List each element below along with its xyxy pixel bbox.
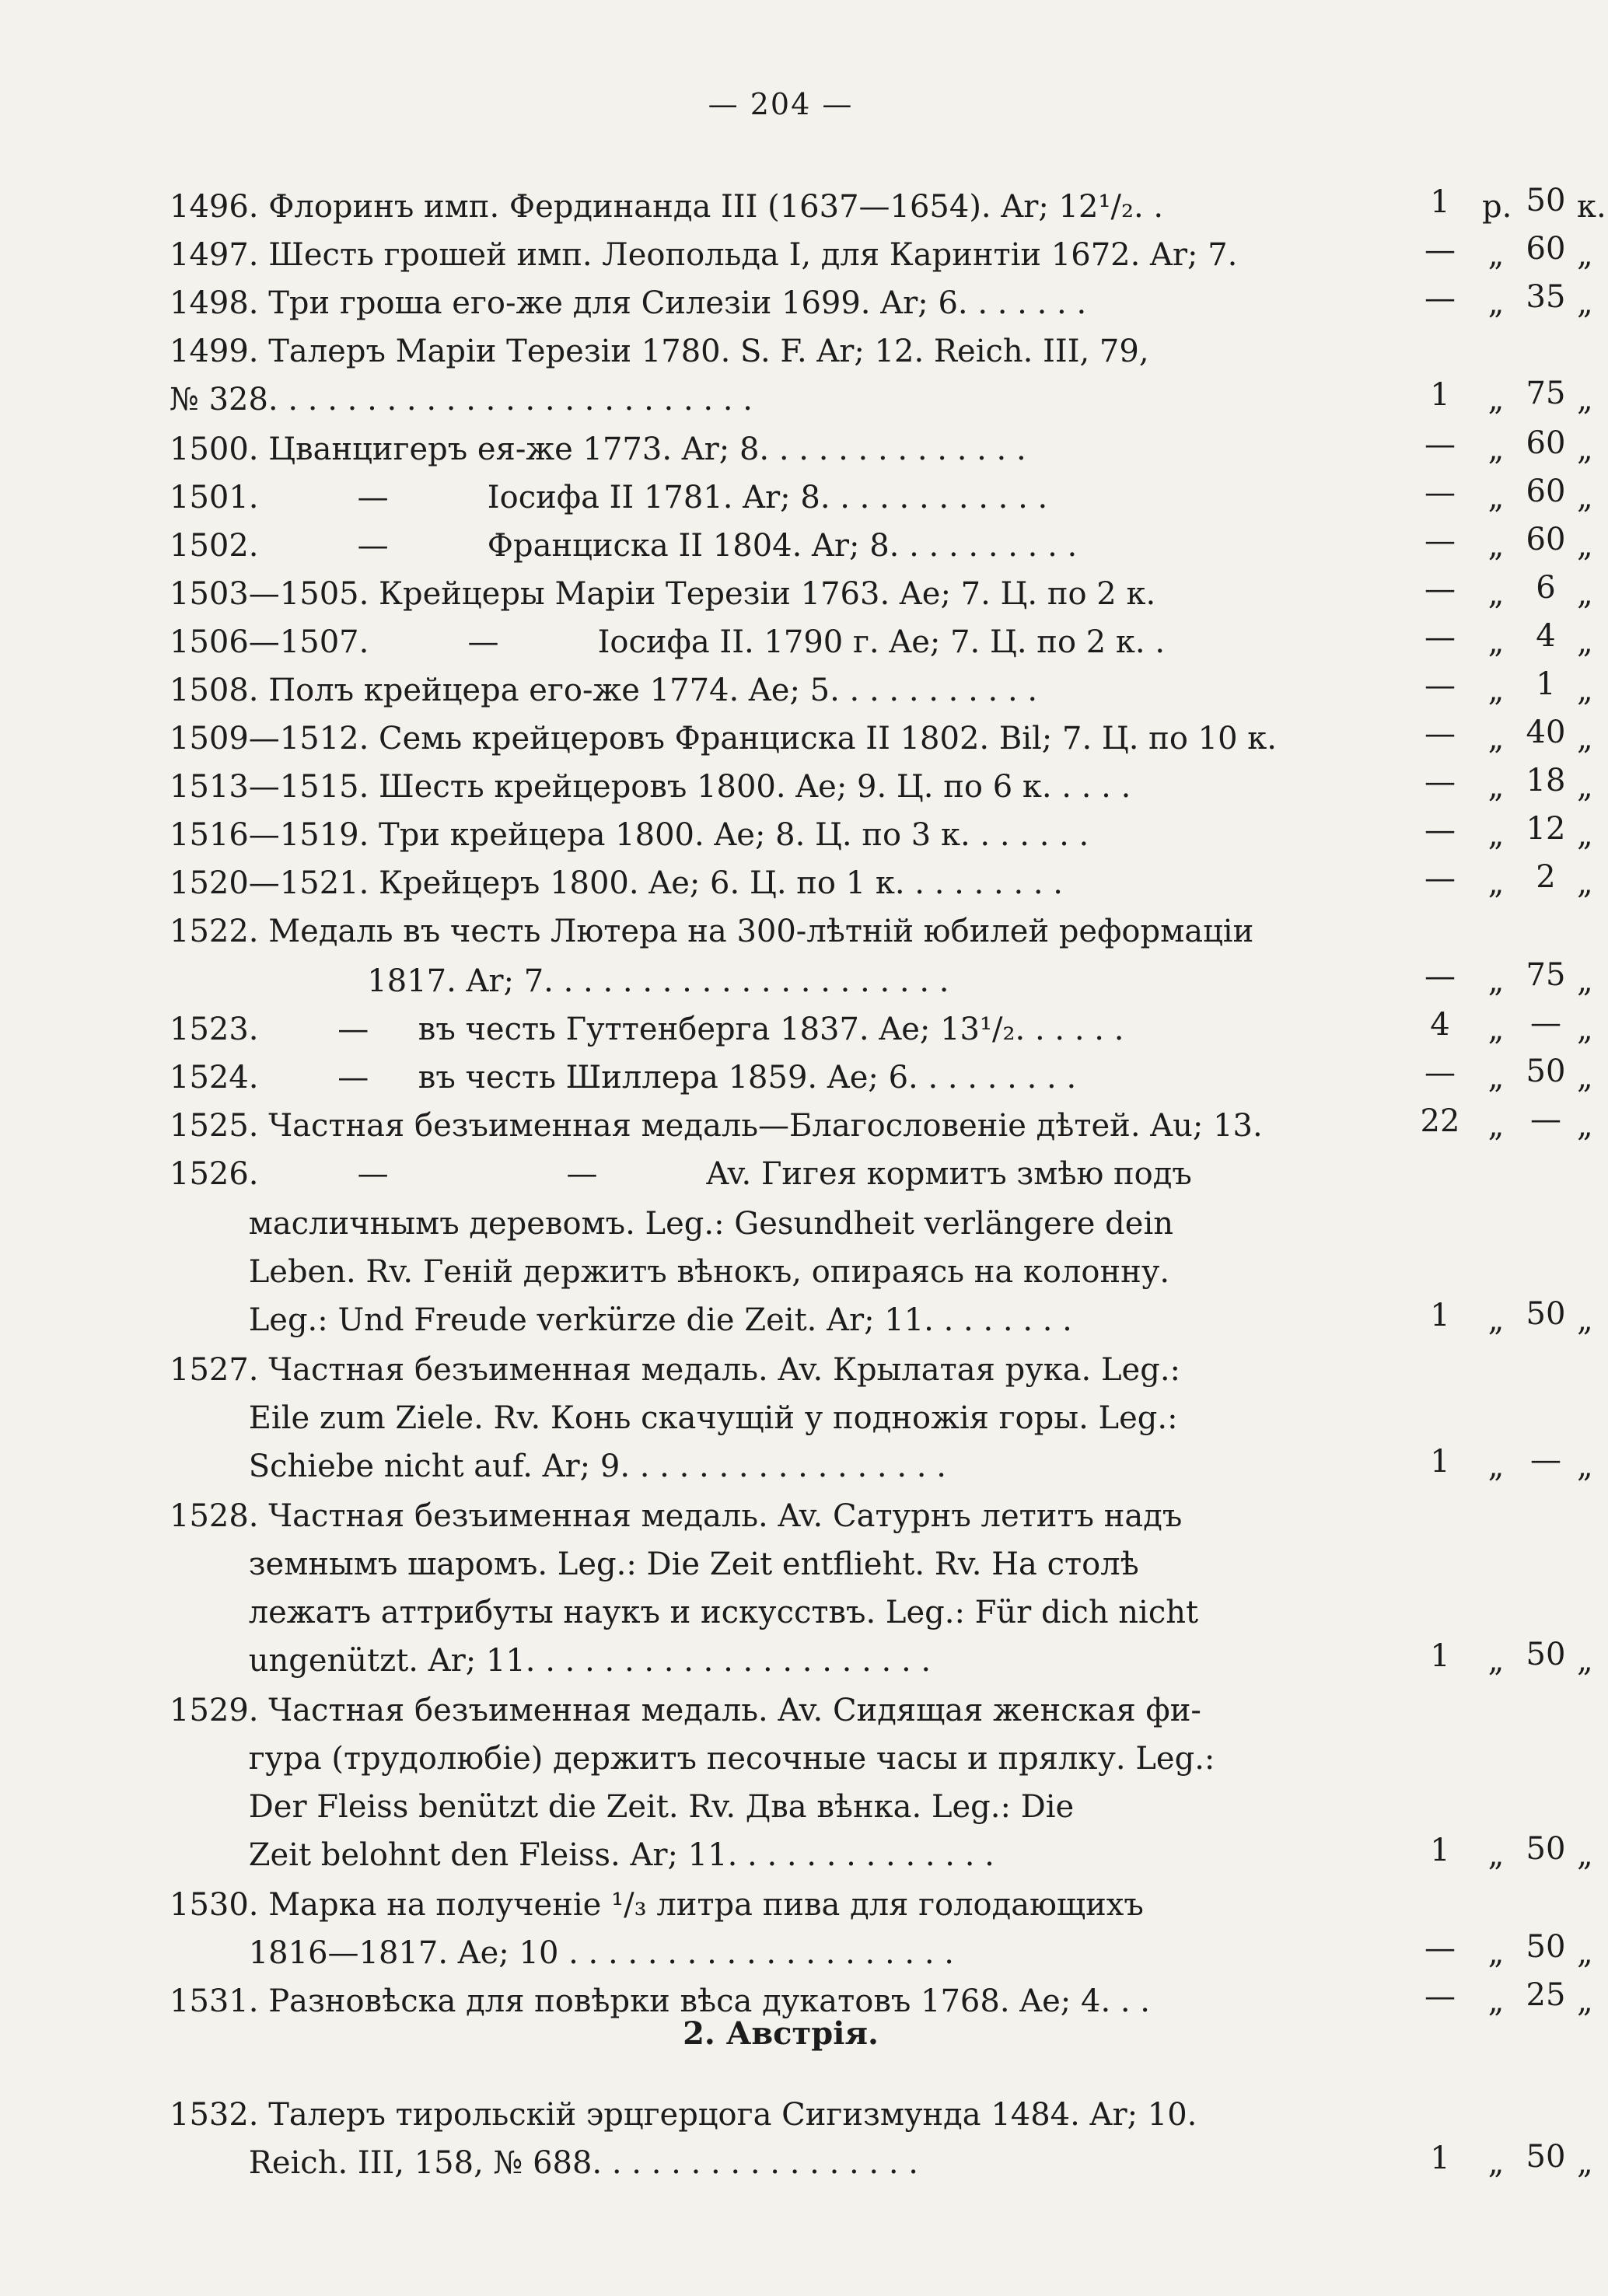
- price-kopecks: 60: [1526, 474, 1566, 509]
- price-separator: „: [1487, 432, 1505, 467]
- entry-text: Zeit belohnt den Fleiss. Ar; 11. . . . . . . . . . . . . .: [170, 1837, 995, 1873]
- price-kopecks: 40: [1526, 715, 1566, 750]
- price-kopecks: 50: [1526, 2139, 1566, 2175]
- entry-text: 1500. Цванцигеръ ея-же 1773. Ar; 8. . . . . . . . . . . . . .: [170, 432, 1026, 467]
- price-kopecks: 50: [1526, 1054, 1566, 1089]
- entry-text: Reich. III, 158, № 688. . . . . . . . . . . . . . . . .: [170, 2145, 919, 2181]
- catalog-line: [170, 183, 1606, 230]
- entry-text: 1527. Частная безъименная медаль. Av. Крылатая рука. Leg.:: [170, 1352, 1181, 1388]
- catalog-line: [170, 1054, 1593, 1101]
- price-suffix: „: [1577, 673, 1593, 708]
- price-suffix: „: [1577, 1012, 1593, 1047]
- price-kopecks: 50: [1526, 1929, 1566, 1965]
- price-separator: „: [1487, 1012, 1505, 1047]
- price-separator: „: [1487, 673, 1505, 708]
- price-suffix: „: [1577, 1108, 1593, 1144]
- price-suffix: „: [1577, 382, 1593, 418]
- catalog-line: [170, 376, 1593, 423]
- price-suffix: „: [1577, 480, 1593, 515]
- price-suffix: „: [1577, 1643, 1593, 1679]
- price-rubles: —: [1424, 232, 1456, 268]
- catalog-line: [170, 1882, 1437, 1928]
- catalog-line: [170, 328, 1437, 375]
- price-rubles: —: [1424, 281, 1456, 316]
- price-rubles: —: [1424, 959, 1456, 994]
- price-separator: „: [1487, 1302, 1505, 1338]
- price-separator: „: [1487, 624, 1505, 660]
- price-separator: „: [1487, 237, 1505, 273]
- price-kopecks: —: [1530, 1005, 1561, 1041]
- catalog-line: [170, 2139, 1593, 2186]
- entry-text: ungenützt. Ar; 11. . . . . . . . . . . . . . . . . . . . .: [170, 1643, 932, 1679]
- catalog-line: [170, 715, 1593, 762]
- price-separator: „: [1487, 1060, 1505, 1096]
- catalog-line: [170, 1929, 1593, 1976]
- price-separator: „: [1487, 1449, 1505, 1484]
- catalog-line: [170, 618, 1593, 666]
- price-separator: „: [1487, 817, 1505, 853]
- catalog-line: [170, 1249, 1437, 1295]
- entry-text: 1509—1512. Семь крейцеровъ Франциска II 1802. Bil; 7. Ц. по 10 к.: [170, 721, 1277, 757]
- price-rubles: —: [1424, 427, 1456, 463]
- catalog-line: [170, 1541, 1437, 1588]
- price-separator: „: [1487, 382, 1505, 418]
- catalog-line: [170, 1296, 1593, 1344]
- entry-text: 1816—1817. Ae; 10 . . . . . . . . . . . . . . . . . . . .: [170, 1935, 954, 1971]
- price-suffix: „: [1577, 1302, 1593, 1338]
- catalog-line: [170, 1347, 1437, 1393]
- price-separator: „: [1487, 2145, 1505, 2181]
- price-suffix: „: [1577, 237, 1593, 273]
- catalog-line: [170, 231, 1593, 278]
- price-separator: „: [1487, 1983, 1505, 2019]
- price-kopecks: 35: [1526, 279, 1566, 315]
- catalog-line: [170, 474, 1593, 521]
- entry-text: 1513—1515. Шесть крейцеровъ 1800. Ae; 9. Ц. по 6 к. . . . .: [170, 769, 1131, 805]
- catalog-line: [170, 1784, 1437, 1830]
- entry-text: Leg.: Und Freude verkürze die Zeit. Ar; 11. . . . . . . .: [170, 1302, 1072, 1338]
- price-suffix: „: [1577, 2145, 1593, 2181]
- price-rubles: —: [1424, 571, 1456, 607]
- price-rubles: —: [1424, 861, 1456, 896]
- price-rubles: 4: [1430, 1007, 1450, 1043]
- price-suffix: „: [1577, 721, 1593, 757]
- price-suffix: „: [1577, 1837, 1593, 1873]
- entry-text: Eile zum Ziele. Rv. Конь скачущій у подножія горы. Leg.:: [170, 1400, 1178, 1436]
- entry-text: 1526. — — Av. Гигея кормитъ змѣю подъ: [170, 1156, 1192, 1192]
- price-kopecks: —: [1530, 1102, 1561, 1138]
- catalog-line: [170, 1395, 1437, 1442]
- entry-text: 1531. Разновѣска для повѣрки вѣса дукатовъ 1768. Ae; 4. . .: [170, 1983, 1151, 2019]
- price-kopecks: 50: [1526, 1831, 1566, 1867]
- catalog-line: [170, 522, 1593, 569]
- price-rubles: 22: [1420, 1103, 1460, 1139]
- price-separator: р.: [1482, 189, 1512, 225]
- price-rubles: 1: [1430, 377, 1450, 413]
- price-kopecks: 60: [1526, 231, 1566, 267]
- catalog-line: [170, 1493, 1437, 1539]
- price-suffix: „: [1577, 769, 1593, 805]
- entry-text: 1524. — въ честь Шиллера 1859. Ae; 6. . . . . . . . .: [170, 1060, 1077, 1096]
- catalog-line: [170, 279, 1593, 327]
- price-separator: „: [1487, 769, 1505, 805]
- price-rubles: —: [1424, 620, 1456, 655]
- price-rubles: 1: [1430, 2140, 1450, 2176]
- catalog-line: [170, 957, 1593, 1005]
- entry-text: 1497. Шесть грошей имп. Леопольда I, для Каринтіи 1672. Ar; 7.: [170, 237, 1238, 273]
- page-number: — 204 —: [708, 87, 854, 121]
- catalog-line: [170, 1200, 1437, 1247]
- catalog-line: [170, 425, 1593, 473]
- catalog-line: [170, 1102, 1593, 1149]
- price-kopecks: 60: [1526, 522, 1566, 557]
- entry-text: лежатъ аттрибуты наукъ и искусствъ. Leg.: Für dich nicht: [170, 1595, 1199, 1630]
- catalog-line: [170, 1589, 1437, 1636]
- entry-text: 1530. Марка на полученіе ¹/₃ литра пива для голодающихъ: [170, 1887, 1144, 1923]
- section-heading: 2. Австрія.: [683, 2015, 879, 2052]
- price-kopecks: 6: [1536, 570, 1556, 606]
- price-separator: „: [1487, 963, 1505, 999]
- price-rubles: 1: [1430, 1298, 1450, 1333]
- price-separator: „: [1487, 1108, 1505, 1144]
- price-separator: „: [1487, 1837, 1505, 1873]
- price-rubles: 1: [1430, 1638, 1450, 1674]
- price-kopecks: 12: [1526, 811, 1566, 847]
- catalog-line: [170, 1005, 1593, 1053]
- entry-text: 1502. — Франциска II 1804. Ar; 8. . . . . . . . . .: [170, 528, 1078, 564]
- catalog-line: [170, 570, 1593, 617]
- entry-text: 1817. Ar; 7. . . . . . . . . . . . . . . . . . . . .: [170, 963, 949, 999]
- price-kopecks: 75: [1526, 957, 1566, 993]
- catalog-line: [170, 1735, 1437, 1782]
- price-separator: „: [1487, 576, 1505, 612]
- entry-text: 1503—1505. Крейцеры Маріи Терезіи 1763. Ae; 7. Ц. по 2 к.: [170, 576, 1156, 612]
- price-suffix: „: [1577, 817, 1593, 853]
- price-rubles: —: [1424, 813, 1456, 848]
- catalog-line: [170, 666, 1593, 714]
- entry-text: 1529. Частная безъименная медаль. Av. Сидящая женская фи-: [170, 1693, 1201, 1728]
- price-rubles: 1: [1430, 1444, 1450, 1480]
- price-kopecks: 75: [1526, 376, 1566, 411]
- price-suffix: „: [1577, 1935, 1593, 1971]
- catalog-line: [170, 908, 1437, 955]
- catalog-line: [170, 1151, 1437, 1197]
- entry-text: 1525. Частная безъименная медаль—Благословеніе дѣтей. Au; 13.: [170, 1108, 1263, 1144]
- price-kopecks: —: [1530, 1442, 1561, 1478]
- price-suffix: „: [1577, 1983, 1593, 2019]
- price-rubles: —: [1424, 1979, 1456, 2015]
- price-suffix: „: [1577, 1449, 1593, 1484]
- price-kopecks: 50: [1526, 183, 1566, 218]
- catalog-line: [170, 859, 1593, 907]
- price-rubles: —: [1424, 716, 1456, 752]
- price-kopecks: 60: [1526, 425, 1566, 461]
- catalog-line: [170, 1687, 1437, 1734]
- price-rubles: —: [1424, 523, 1456, 559]
- catalog-line: [170, 2092, 1437, 2138]
- price-separator: „: [1487, 1935, 1505, 1971]
- catalog-line: [170, 763, 1593, 810]
- price-suffix: к.: [1577, 189, 1606, 225]
- entry-text: 1508. Полъ крейцера его-же 1774. Ae; 5. . . . . . . . . . .: [170, 673, 1038, 708]
- price-separator: „: [1487, 480, 1505, 515]
- price-kopecks: 1: [1536, 666, 1556, 702]
- price-suffix: „: [1577, 432, 1593, 467]
- price-suffix: „: [1577, 963, 1593, 999]
- price-suffix: „: [1577, 1060, 1593, 1096]
- price-separator: „: [1487, 1643, 1505, 1679]
- entry-text: масличнымъ деревомъ. Leg.: Gesundheit verlängere dein: [170, 1206, 1173, 1242]
- entry-text: 1532. Талеръ тирольскій эрцгерцога Сигизмунда 1484. Ar; 10.: [170, 2097, 1197, 2133]
- price-suffix: „: [1577, 865, 1593, 901]
- entry-text: Leben. Rv. Геній держитъ вѣнокъ, опираясь на колонну.: [170, 1254, 1170, 1290]
- price-rubles: —: [1424, 668, 1456, 704]
- entry-text: 1499. Талеръ Маріи Терезіи 1780. S. F. Ar; 12. Reich. III, 79,: [170, 334, 1149, 369]
- price-separator: „: [1487, 285, 1505, 321]
- price-kopecks: 25: [1526, 1977, 1566, 2013]
- entry-text: 1523. — въ честь Гуттенберга 1837. Ae; 13¹/₂. . . . . .: [170, 1012, 1124, 1047]
- price-kopecks: 18: [1526, 763, 1566, 799]
- catalog-line: [170, 1442, 1593, 1490]
- price-kopecks: 2: [1536, 859, 1556, 895]
- price-rubles: —: [1424, 764, 1456, 800]
- entry-text: 1520—1521. Крейцеръ 1800. Ae; 6. Ц. по 1 к. . . . . . . . .: [170, 865, 1064, 901]
- price-rubles: —: [1424, 475, 1456, 511]
- catalog-line: [170, 811, 1593, 858]
- price-kopecks: 4: [1536, 618, 1556, 654]
- price-separator: „: [1487, 721, 1505, 757]
- entry-text: 1501. — Іосифа II 1781. Ar; 8. . . . . . . . . . . .: [170, 480, 1048, 515]
- entry-text: 1528. Частная безъименная медаль. Av. Сатурнъ летитъ надъ: [170, 1498, 1183, 1534]
- entry-text: гура (трудолюбіе) держитъ песочные часы и прялку. Leg.:: [170, 1741, 1215, 1777]
- price-suffix: „: [1577, 285, 1593, 321]
- catalog-line: [170, 1637, 1593, 1684]
- price-separator: „: [1487, 865, 1505, 901]
- price-rubles: 1: [1430, 1833, 1450, 1868]
- price-separator: „: [1487, 528, 1505, 564]
- entry-text: № 328. . . . . . . . . . . . . . . . . . . . . . . . .: [170, 382, 753, 418]
- entry-text: Schiebe nicht auf. Ar; 9. . . . . . . . . . . . . . . . .: [170, 1449, 946, 1484]
- entry-text: 1506—1507. — Іосифа II. 1790 г. Ae; 7. Ц. по 2 к. .: [170, 624, 1166, 660]
- entry-text: 1496. Флоринъ имп. Фердинанда III (1637—1654). Ar; 12¹/₂. .: [170, 189, 1164, 225]
- price-suffix: „: [1577, 576, 1593, 612]
- price-kopecks: 50: [1526, 1296, 1566, 1332]
- entry-text: Der Fleiss benützt die Zeit. Rv. Два вѣнка. Leg.: Die: [170, 1789, 1075, 1825]
- price-rubles: —: [1424, 1931, 1456, 1966]
- price-rubles: 1: [1430, 184, 1450, 220]
- catalog-line: [170, 1831, 1593, 1878]
- price-suffix: „: [1577, 528, 1593, 564]
- price-suffix: „: [1577, 624, 1593, 660]
- price-kopecks: 50: [1526, 1637, 1566, 1672]
- entry-text: 1522. Медаль въ честь Лютера на 300-лѣтній юбилей реформаціи: [170, 914, 1254, 949]
- price-rubles: —: [1424, 1055, 1456, 1091]
- entry-text: 1498. Три гроша его-же для Силезіи 1699. Ar; 6. . . . . . .: [170, 285, 1087, 321]
- entry-text: 1516—1519. Три крейцера 1800. Ae; 8. Ц. по 3 к. . . . . . .: [170, 817, 1089, 853]
- entry-text: земнымъ шаромъ. Leg.: Die Zeit entflieht. Rv. На столѣ: [170, 1546, 1139, 1582]
